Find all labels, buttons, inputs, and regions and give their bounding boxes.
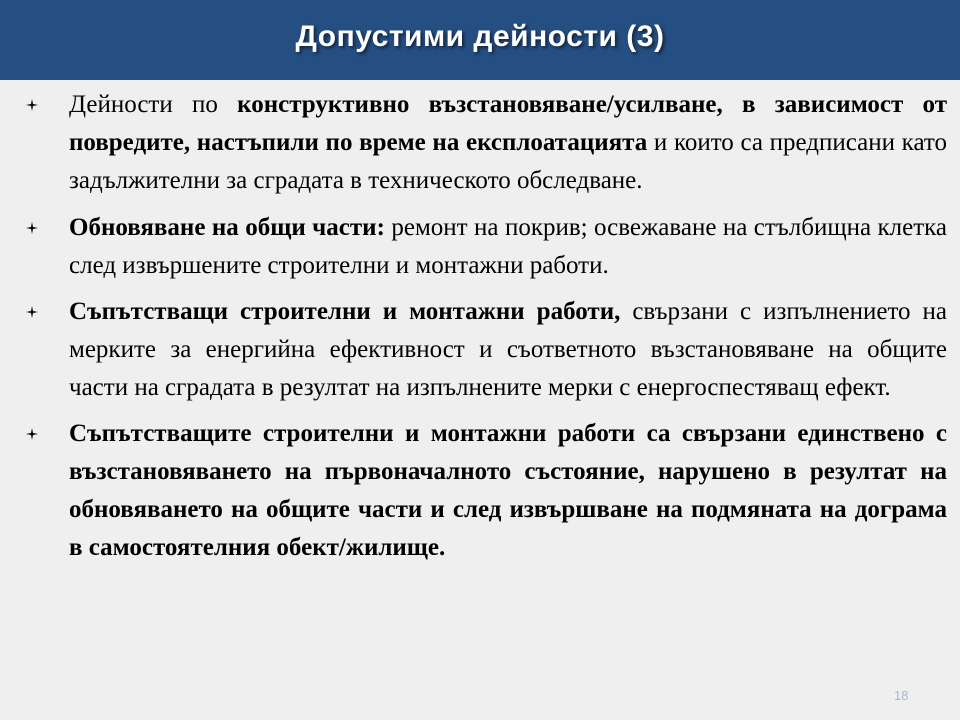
slide-title: Допустими дейности (3) [295, 20, 665, 53]
diamond-bullet-icon [26, 428, 38, 440]
page-number: 18 [894, 688, 909, 703]
bullet-text [69, 214, 947, 279]
title-bar [0, 0, 960, 80]
bullet-list [0, 86, 960, 567]
bullet-text-segment: ремонт на покрив; освежаване на стълбищна клетка след извършените строителни и монтажни работи. [69, 214, 948, 280]
bullet-text-segment: и които са предписани като задължителни за сградата в техническото обследване. [69, 128, 947, 194]
bullet-text [69, 91, 947, 194]
diamond-bullet-icon [26, 99, 38, 111]
bullet-text [69, 420, 947, 560]
bullet-text-segment: свързани с изпълнението на мерките за енергийна ефективност и съответното възстановяване на общите части на сградата в резултат на изпълнените мерки с енергоспестяващ ефект. [69, 297, 947, 401]
diamond-bullet-icon [26, 222, 38, 234]
bullet-text-bold: Съпътстващи строителни и монтажни работи, [69, 297, 621, 325]
bullet-text-bold: Съпътстващите строителни и монтажни работи са свързани единствено с възстановяването на първоначалното състояние, нарушено в резултат на обновяването на общите части и след извършване на подмяната на дограма в самостоятелния обект/жилище. [69, 420, 947, 561]
bullet-text-bold: Обновяване на общи части: [69, 214, 385, 242]
bullet-item [0, 415, 960, 566]
bullet-item [0, 293, 960, 406]
bullet-text-segment: Дейности по [69, 91, 238, 118]
bullet-item [0, 209, 960, 285]
diamond-bullet-icon [26, 306, 38, 318]
bullet-item [0, 86, 960, 199]
bullet-text [69, 298, 947, 401]
bullet-text-bold: конструктивно възстановяване/усилване, в зависимост от повредите, настъпили по време на експлоатацията [69, 91, 947, 156]
